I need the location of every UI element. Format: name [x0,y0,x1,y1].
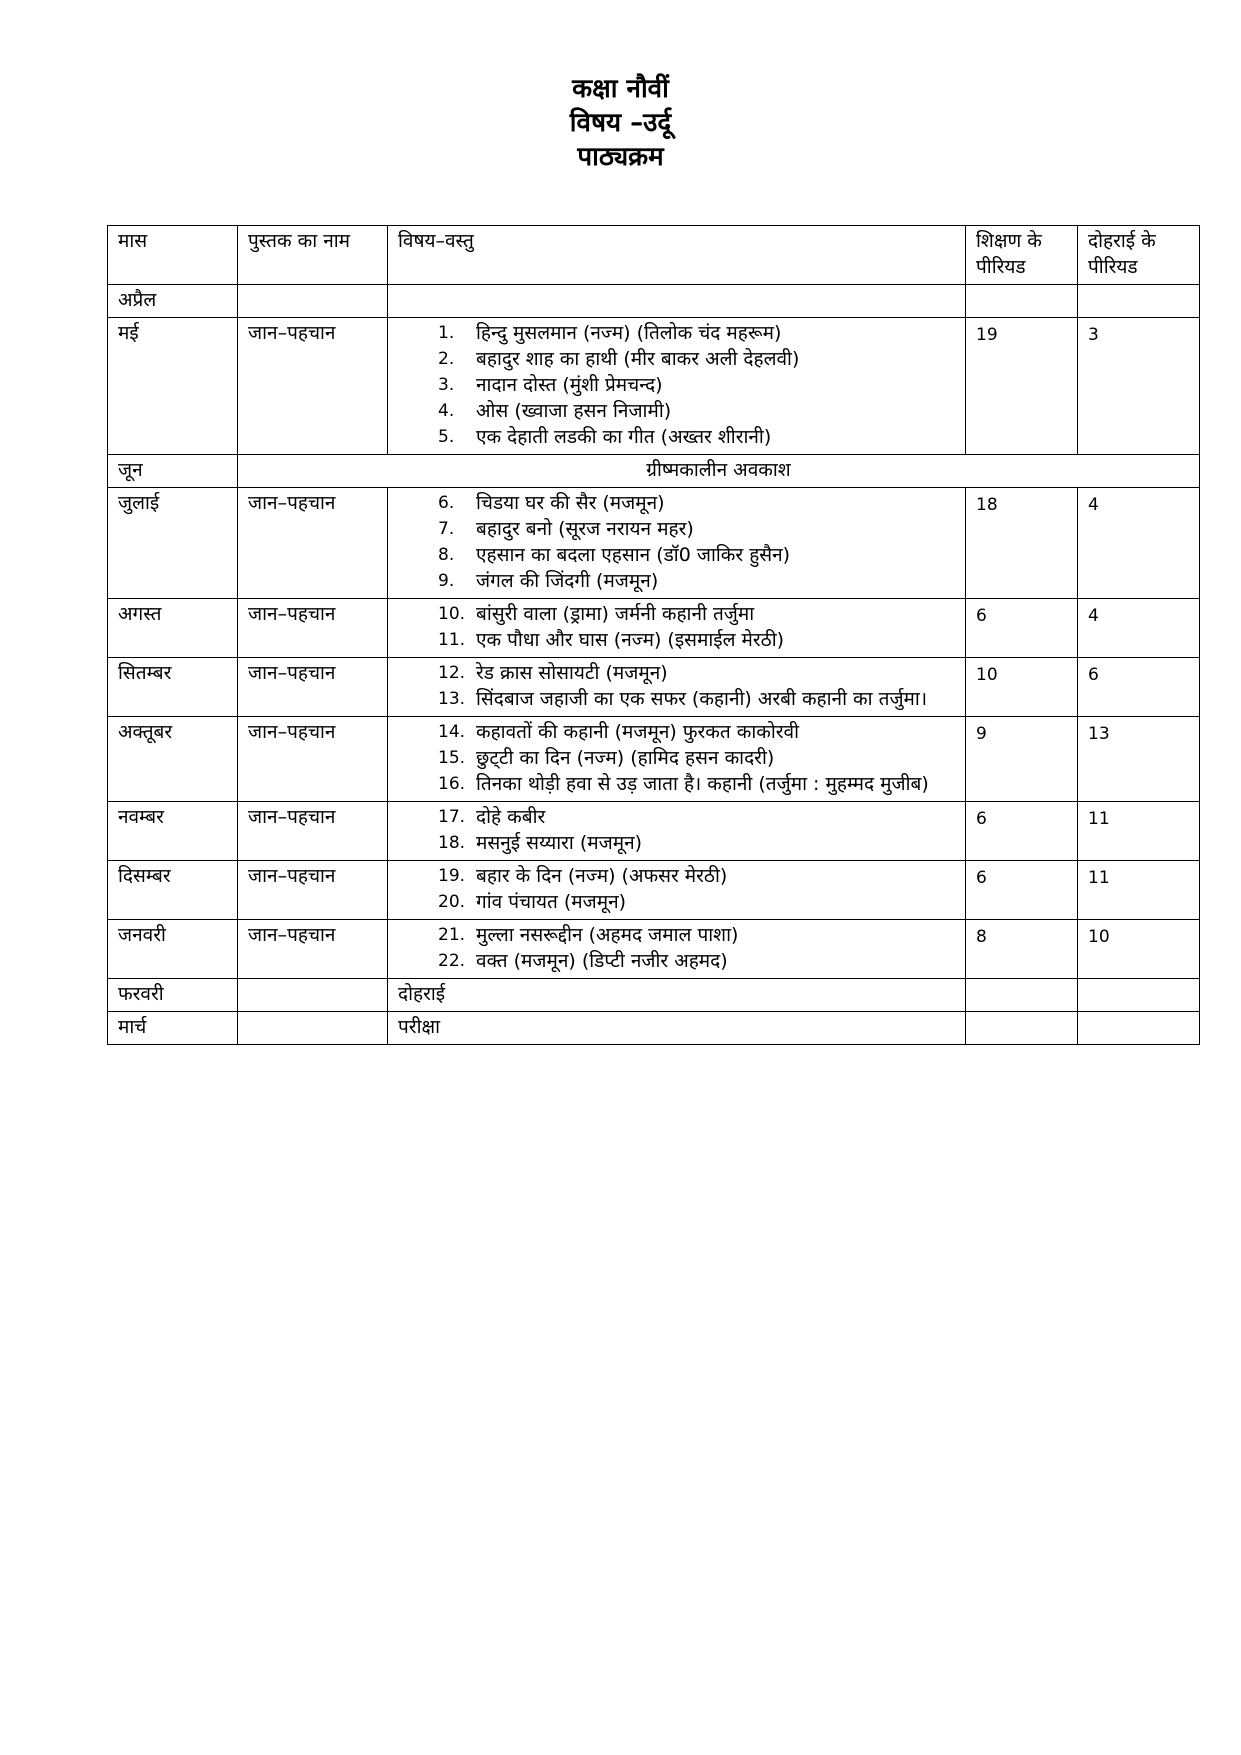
title-block [0,72,1241,174]
topic-text: नादान दोस्त (मुंशी प्रेमचन्द) [476,374,663,396]
book-cell: जान–पहचान [238,599,388,658]
list-item [438,771,955,797]
list-item [438,424,955,450]
list-item [438,372,955,398]
teaching-periods-cell: 6 [966,861,1078,920]
month-cell: फरवरी [108,979,238,1012]
topic-list [398,922,955,974]
topic-text: सिंदबाज जहाजी का एक सफर (कहानी) अरबी कहानी का तर्जुमा। [476,688,928,710]
list-item [438,346,955,372]
topic-number: 5. [438,427,455,447]
table-body [108,285,1200,1045]
table-row [108,861,1200,920]
topic-number: 7. [438,519,455,539]
revision-periods-cell [1078,1012,1200,1045]
table-row [108,979,1200,1012]
teaching-periods-cell: 6 [966,599,1078,658]
topic-number: 16. [438,774,466,794]
table-header-row [108,226,1200,285]
vacation-cell: ग्रीष्मकालीन अवकाश [238,455,1200,488]
topic-list [398,490,955,594]
revision-periods-cell: 4 [1078,488,1200,599]
topic-number: 19. [438,866,466,886]
content-cell [388,717,966,802]
table-row [108,1012,1200,1045]
topic-number: 10. [438,604,466,624]
list-item [438,568,955,594]
subject-title: विषय –उर्दू [569,108,672,138]
topic-number: 20. [438,892,466,912]
topic-number: 11. [438,630,466,650]
content-cell [388,658,966,717]
list-item [438,542,955,568]
book-cell [238,979,388,1012]
book-cell: जान–पहचान [238,861,388,920]
month-cell: जुलाई [108,488,238,599]
book-cell [238,1012,388,1045]
topic-text: हिन्दु मुसलमान (नज्म) (तिलोक चंद महरूम) [476,322,782,344]
topic-text: कहावतों की कहानी (मजमून) फुरकत काकोरवी [476,721,800,743]
topic-text: बहादुर बनो (सूरज नरायन महर) [476,518,694,540]
list-item [438,830,955,856]
teaching-periods-cell: 6 [966,802,1078,861]
content-cell: परीक्षा [388,1012,966,1045]
topic-text: जंगल की जिंदगी (मजमून) [476,570,659,592]
revision-periods-cell: 4 [1078,599,1200,658]
list-item [438,516,955,542]
header-month: मास [108,226,238,285]
month-cell: सितम्बर [108,658,238,717]
revision-periods-cell [1078,285,1200,318]
month-cell: नवम्बर [108,802,238,861]
topic-number: 4. [438,401,455,421]
table-row [108,599,1200,658]
topic-text: एक पौधा और घास (नज्म) (इसमाईल मेरठी) [476,629,785,651]
topic-text: छुट्‌टी का दिन (नज्म) (हामिद हसन कादरी) [476,747,775,769]
content-cell [388,802,966,861]
topic-number: 8. [438,545,455,565]
book-cell: जान–पहचान [238,488,388,599]
topic-number: 15. [438,748,466,768]
topic-number: 22. [438,951,466,971]
book-cell [238,285,388,318]
table-row [108,717,1200,802]
table-row [108,455,1200,488]
list-item [438,922,955,948]
table-row [108,658,1200,717]
teaching-periods-cell [966,1012,1078,1045]
content-cell [388,285,966,318]
topic-text: एक देहाती लडकी का गीत (अख्तर शीरानी) [476,426,772,448]
content-cell [388,599,966,658]
list-item [438,601,955,627]
table-row [108,802,1200,861]
book-cell: जान–पहचान [238,717,388,802]
list-item [438,320,955,346]
content-cell: दोहराई [388,979,966,1012]
topic-text: एहसान का बदला एहसान (डॉ0 जाकिर हुसैन) [476,544,791,566]
teaching-periods-cell: 8 [966,920,1078,979]
book-cell: जान–पहचान [238,318,388,455]
topic-number: 18. [438,833,466,853]
topic-text: बहादुर शाह का हाथी (मीर बाकर अली देहलवी) [476,348,800,370]
table-row [108,488,1200,599]
syllabus-title: पाठ्यक्रम [577,142,664,172]
list-item [438,398,955,424]
content-cell [388,920,966,979]
content-cell [388,318,966,455]
topic-text: वक्त (मजमून) (डिप्टी नजीर अहमद) [476,950,728,972]
table-row [108,318,1200,455]
revision-periods-cell [1078,979,1200,1012]
list-item [438,686,955,712]
table-row [108,285,1200,318]
topic-text: बहार के दिन (नज्म) (अफसर मेरठी) [476,865,728,887]
table-row [108,920,1200,979]
topic-number: 3. [438,375,455,395]
content-cell [388,488,966,599]
list-item [438,627,955,653]
topic-list [398,719,955,797]
revision-periods-cell: 10 [1078,920,1200,979]
topic-number: 1. [438,323,455,343]
topic-number: 9. [438,571,455,591]
topic-text: तिनका थोड़ी हवा से उड़ जाता है। कहानी (तर्जुमा : मुहम्मद मुजीब) [476,773,929,795]
topic-list [398,601,955,653]
syllabus-table [107,225,1200,1045]
topic-text: रेड क्रास सोसायटी (मजमून) [476,662,668,684]
topic-number: 21. [438,925,466,945]
revision-periods-cell: 13 [1078,717,1200,802]
content-cell [388,861,966,920]
topic-list [398,804,955,856]
list-item [438,804,955,830]
book-cell: जान–पहचान [238,920,388,979]
topic-number: 12. [438,663,466,683]
teaching-periods-cell [966,285,1078,318]
header-revision-periods: दोहराई के पीरियड [1078,226,1200,285]
topic-text: मसनुई सय्यारा (मजमून) [476,832,643,854]
month-cell: दिसम्बर [108,861,238,920]
topic-text: गांव पंचायत (मजमून) [476,891,627,913]
book-cell: जान–पहचान [238,802,388,861]
month-cell: अगस्त [108,599,238,658]
topic-list [398,863,955,915]
teaching-periods-cell: 19 [966,318,1078,455]
topic-number: 13. [438,689,466,709]
topic-number: 6. [438,493,455,513]
revision-periods-cell: 11 [1078,802,1200,861]
month-cell: अप्रैल [108,285,238,318]
list-item [438,490,955,516]
class-title: कक्षा नौवीं [572,74,669,104]
header-content: विषय–वस्तु [388,226,966,285]
list-item [438,889,955,915]
month-cell: मार्च [108,1012,238,1045]
revision-periods-cell: 6 [1078,658,1200,717]
topic-text: मुल्ला नसरूद्दीन (अहमद जमाल पाशा) [476,924,739,946]
teaching-periods-cell: 18 [966,488,1078,599]
month-cell: मई [108,318,238,455]
topic-number: 2. [438,349,455,369]
teaching-periods-cell: 10 [966,658,1078,717]
list-item [438,948,955,974]
revision-periods-cell: 11 [1078,861,1200,920]
list-item [438,660,955,686]
book-cell: जान–पहचान [238,658,388,717]
list-item [438,719,955,745]
topic-text: दोहे कबीर [476,806,546,828]
month-cell: जून [108,455,238,488]
revision-periods-cell: 3 [1078,318,1200,455]
header-teaching-periods: शिक्षण के पीरियड [966,226,1078,285]
teaching-periods-cell [966,979,1078,1012]
topic-list [398,320,955,450]
list-item [438,863,955,889]
month-cell: अक्तूबर [108,717,238,802]
topic-text: चिडया घर की सैर (मजमून) [476,492,665,514]
teaching-periods-cell: 9 [966,717,1078,802]
topic-number: 14. [438,722,466,742]
topic-text: बांसुरी वाला (ड्रामा) जर्मनी कहानी तर्जुमा [476,603,755,625]
topic-number: 17. [438,807,466,827]
topic-text: ओस (ख्वाजा हसन निजामी) [476,400,672,422]
month-cell: जनवरी [108,920,238,979]
topic-list [398,660,955,712]
list-item [438,745,955,771]
header-book: पुस्तक का नाम [238,226,388,285]
